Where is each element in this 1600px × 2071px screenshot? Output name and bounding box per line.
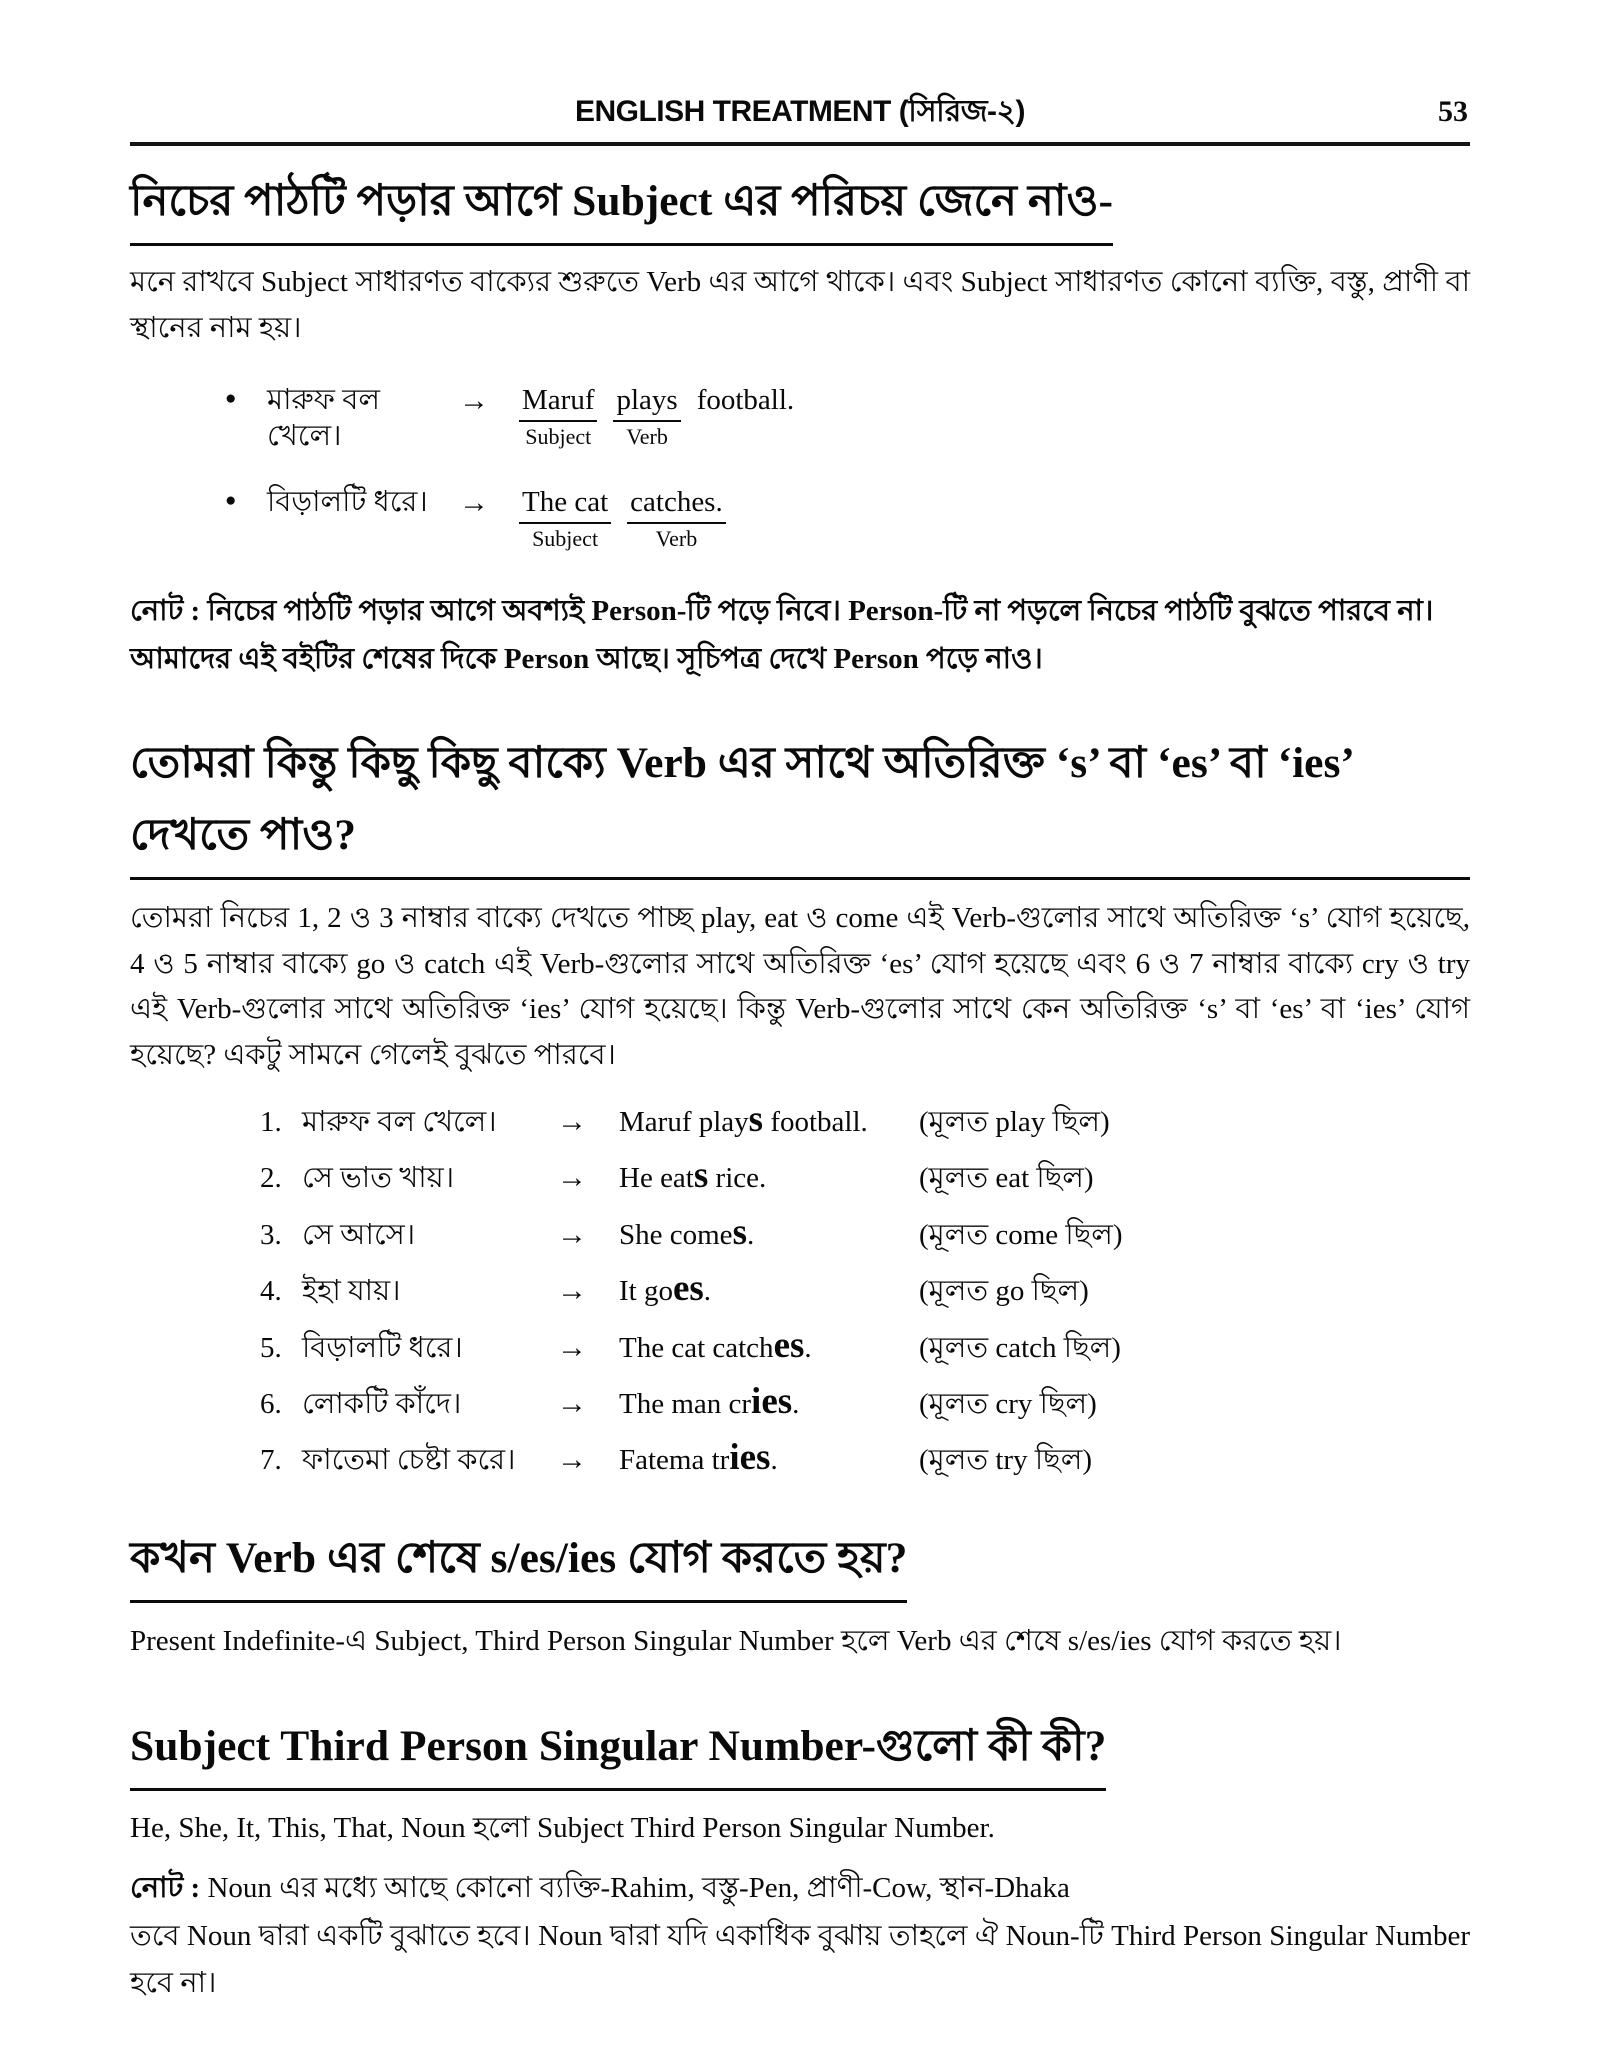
list-item [260, 1270, 1470, 1311]
item-english [619, 1099, 919, 1142]
item-english [619, 1211, 919, 1255]
arrow-icon: → [557, 1217, 587, 1251]
note-line-2: আমাদের এই বইটির শেষের দিকে Person আছে। সূচিপত্র দেখে Person পড়ে নাও। [130, 642, 1043, 675]
item-bangla: ইহা যায়। [302, 1275, 401, 1308]
verb-rest: . [770, 1444, 778, 1477]
underlined-word: plays [613, 382, 680, 422]
note-line-1: নোট : নিচের পাঠটি পড়ার আগে অবশ্যই Person-টি পড়ে নিবে। Person-টি না পড়লে নিচের পাঠটি বুঝতে পারবে না। [130, 595, 1434, 628]
arrow-icon: → [557, 1105, 587, 1138]
verb-stem: He eat [619, 1162, 694, 1195]
heading-text: কখন Verb এর শেষে s/es/ies যোগ করতে হয়? [130, 1525, 907, 1603]
example-bangla-text: বিড়ালটি ধরে। [267, 486, 428, 519]
item-number: 2. [260, 1162, 282, 1195]
noun-note-line [130, 1865, 1470, 1911]
example-bangla-text: মারুফ বল খেলে। [267, 383, 380, 452]
verb-rest: . [746, 1218, 755, 1251]
book-page [130, 0, 1470, 2006]
item-number: 6. [260, 1387, 282, 1420]
item-english [619, 1380, 919, 1424]
verb-suffix: es [672, 1268, 704, 1310]
item-bangla: বিড়ালটি ধরে। [302, 1331, 463, 1364]
verb-suffix: ies [729, 1437, 771, 1479]
subject-word-stack [519, 382, 597, 452]
item-bangla: মারুফ বল খেলে। [302, 1106, 497, 1138]
verb-rest: rice. [708, 1162, 767, 1195]
verb-rest: . [703, 1275, 712, 1308]
verb-word-stack [613, 382, 680, 452]
verb-suffix: s [732, 1211, 747, 1253]
note-label: নোট : [130, 1871, 201, 1904]
arrow-icon: → [459, 486, 489, 520]
arrow-icon: → [557, 1386, 587, 1420]
section-heading-subject-intro [130, 168, 1470, 246]
arrow-icon: → [459, 383, 489, 417]
section-heading-s-es-ies [130, 730, 1470, 880]
verb-rest: . [792, 1387, 800, 1420]
section-heading-third-person [130, 1713, 1470, 1791]
closing-paragraph: তবে Noun দ্বারা একটি বুঝাতে হবে। Noun দ্বারা যদি একাধিক বুঝায় তাহলে ঐ Noun-টি Third Person Singular Number হবে না। [130, 1920, 1470, 1999]
word-label: Verb [626, 423, 668, 449]
list-item [260, 1324, 1470, 1368]
verb-suffix: es [773, 1324, 805, 1366]
bullet-icon: ● [225, 387, 237, 409]
example-tail-text: football. [696, 383, 795, 416]
verb-stem: She come [619, 1218, 733, 1251]
verb-suffix: s [693, 1155, 709, 1197]
item-english [619, 1324, 919, 1368]
verb-suffix: ies [751, 1380, 793, 1422]
heading-text: Subject Third Person Singular Number-গুলো কী কী? [130, 1713, 1106, 1791]
list-item [260, 1380, 1470, 1424]
item-bangla: সে আসে। [302, 1218, 416, 1251]
heading-text: তোমরা কিন্তু কিছু কিছু বাক্যে Verb এর সাথে অতিরিক্ত ‘s’ বা ‘es’ বা ‘ies’ দেখতে পাও? [130, 730, 1470, 880]
example-row-cat [225, 484, 1470, 554]
verb-stem: The cat catch [619, 1331, 774, 1364]
s-es-ies-paragraph: তোমরা নিচের 1, 2 ও 3 নাম্বার বাক্যে দেখতে পাচ্ছ play, eat ও come এই Verb-গুলোর সাথে অতিরিক্ত ‘s’ যোগ হয়েছে, 4 ও 5 নাম্বার বাক্যে go ও catch এই Verb-গুলোর সাথে অতিরিক্ত ‘es’ যোগ হয়েছে এবং 6 ও 7 নাম্বার বাক্যে cry ও try এই Verb-গুলোর সাথে অতিরিক্ত ‘ies’ যোগ হয়েছে। কিন্তু Verb-গুলোর সাথে কেন অতিরিক্ত ‘s’ বা ‘es’ বা ‘ies’ যোগ হয়েছে? একটু সামনে গেলেই বুঝতে পারবে। [130, 901, 1470, 1072]
item-english [619, 1155, 919, 1198]
verb-stem: It go [619, 1275, 673, 1308]
header-divider [130, 142, 1470, 146]
subject-intro-paragraph: মনে রাখবে Subject সাধারণত বাক্যের শুরুতে Verb এর আগে থাকে। এবং Subject সাধারণত কোনো ব্যক্তি, বস্তু, প্রাণী বা স্থানের নাম হয়। [130, 266, 1470, 344]
section-heading-when-s-es-ies [130, 1525, 1470, 1603]
verb-word-stack [627, 484, 726, 554]
item-paren: (মূলত eat ছিল) [919, 1162, 1094, 1195]
item-bangla: লোকটি কাঁদে। [302, 1387, 462, 1420]
arrow-icon: → [557, 1161, 587, 1195]
when-paragraph: Present Indefinite-এ Subject, Third Person Singular Number হলে Verb এর শেষে s/es/ies যোগ করতে হয়। [130, 1624, 1342, 1657]
verb-stem: Fatema tr [619, 1444, 730, 1477]
list-item [260, 1157, 1470, 1198]
item-bangla: ফাতেমা চেষ্টা করে। [302, 1444, 516, 1477]
verb-examples-list [260, 1101, 1470, 1481]
underlined-word: The cat [519, 484, 611, 524]
item-number: 1. [260, 1106, 282, 1138]
example-row-maruf [225, 382, 1470, 455]
note-text: Noun এর মধ্যে আছে কোনো ব্যক্তি-Rahim, বস্তু-Pen, প্রাণী-Cow, স্থান-Dhaka [200, 1871, 1070, 1904]
bullet-icon: ● [225, 490, 237, 512]
item-paren: (মূলত cry ছিল) [919, 1387, 1097, 1420]
item-english [619, 1437, 919, 1480]
arrow-icon: → [557, 1443, 587, 1477]
item-number: 3. [260, 1218, 282, 1251]
list-item [260, 1439, 1470, 1480]
page-number: 53 [1438, 95, 1468, 128]
item-english [619, 1268, 919, 1311]
arrow-icon: → [557, 1330, 587, 1364]
underlined-word: catches. [627, 484, 726, 524]
page-header [130, 92, 1470, 132]
list-item [260, 1101, 1470, 1142]
item-paren: (মূলত try ছিল) [919, 1444, 1092, 1477]
item-paren: (মূলত go ছিল) [919, 1275, 1089, 1308]
arrow-icon: → [557, 1274, 587, 1308]
item-bangla: সে ভাত খায়। [302, 1162, 455, 1195]
verb-stem: Maruf play [619, 1106, 749, 1138]
item-paren: (মূলত come ছিল) [919, 1218, 1123, 1251]
underlined-word: Maruf [519, 382, 597, 422]
subject-word-stack [519, 484, 611, 554]
book-title: ENGLISH TREATMENT (সিরিজ-২) [574, 95, 1026, 128]
person-note-paragraph [130, 588, 1470, 684]
verb-suffix: s [748, 1099, 764, 1140]
item-number: 7. [260, 1444, 282, 1477]
heading-text: নিচের পাঠটি পড়ার আগে Subject এর পরিচয় জেনে নাও- [130, 168, 1113, 246]
word-label: Subject [525, 423, 592, 449]
item-paren: (মূলত play ছিল) [919, 1106, 1110, 1138]
item-paren: (মূলত catch ছিল) [919, 1331, 1121, 1364]
word-label: Verb [655, 526, 698, 552]
third-person-list-line: He, She, It, This, That, Noun হলো Subject Third Person Singular Number. [130, 1811, 995, 1844]
verb-rest: football. [763, 1106, 868, 1138]
verb-stem: The man cr [619, 1387, 752, 1420]
item-number: 4. [260, 1275, 282, 1308]
list-item [260, 1211, 1470, 1255]
word-label: Subject [532, 526, 599, 552]
item-number: 5. [260, 1331, 282, 1364]
verb-rest: . [804, 1331, 812, 1364]
